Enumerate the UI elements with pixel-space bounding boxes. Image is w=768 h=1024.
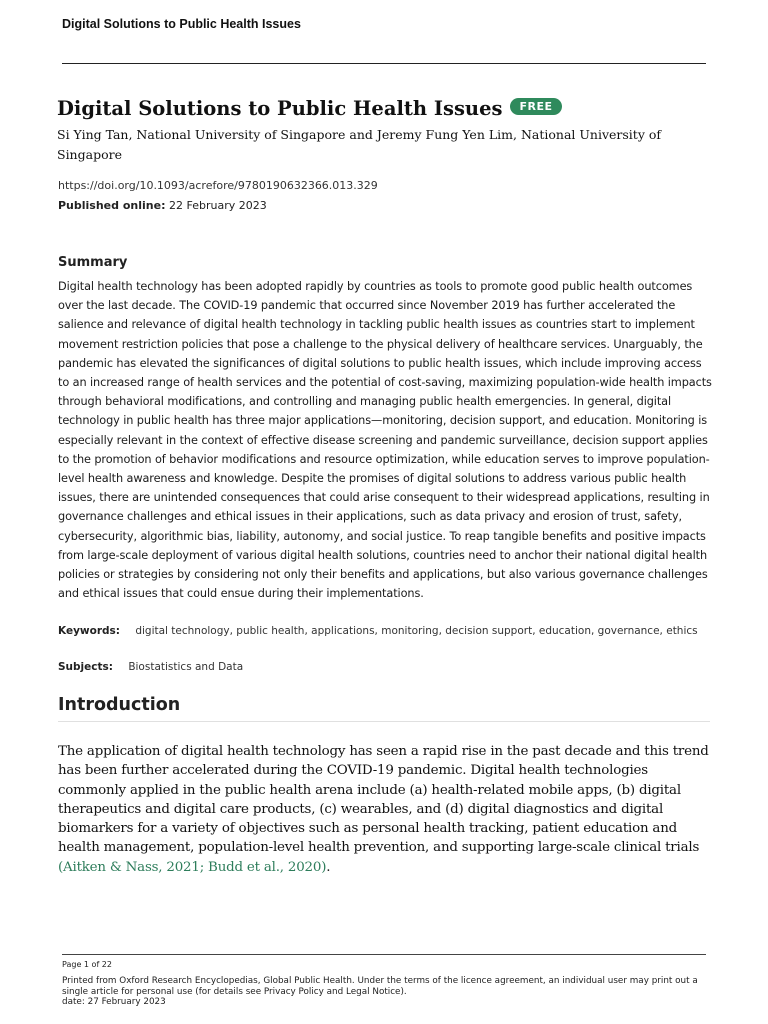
article-authors: Si Ying Tan, National University of Singapore and Jeremy Fung Yen Lim, National University of Singapore — [57, 127, 662, 162]
footer-note — [62, 976, 722, 1008]
keywords-label: Keywords: — [58, 625, 120, 637]
keyword-list: digital technology, public health, applications, monitoring, decision support, education, governance, ethics — [135, 625, 698, 637]
subjects-row — [58, 661, 243, 673]
introduction-heading: Introduction — [58, 695, 181, 715]
keyword-link[interactable]: governance — [597, 625, 660, 637]
keyword-link[interactable]: decision support — [445, 625, 533, 637]
footer-license-text: Printed from Oxford Research Encyclopedias, Global Public Health. Under the terms of the licence agreement, an individual user may print out a single article for personal use (for details see Privacy Policy and Legal Notice). — [62, 976, 698, 997]
introduction-text: The application of digital health technology has seen a rapid rise in the past decade and this trend has been further accelerated during the COVID-19 pandemic. Digital health technologies commonly applied in the public health arena include (a) health-related mobile apps, (b) digital therapeutics and digital care products, (c) wearables, and (d) digital diagnostics and digital biomarkers for a variety of objectives such as personal health tracking, patient education and health management, population-level health prevention, and supporting large-scale clinical trials — [58, 744, 709, 856]
footer-divider — [62, 954, 706, 955]
keyword-link[interactable]: monitoring — [381, 625, 439, 637]
article-title-row — [57, 97, 562, 120]
page-number: Page 1 of 22 — [62, 960, 112, 969]
summary-heading: Summary — [58, 255, 128, 270]
keywords-row — [58, 625, 698, 637]
keyword-link[interactable]: applications — [311, 625, 375, 637]
header-divider — [62, 63, 706, 64]
published-date — [58, 199, 267, 212]
introduction-divider — [58, 721, 710, 722]
article-title: Digital Solutions to Public Health Issues — [57, 97, 503, 120]
subject-link[interactable]: Biostatistics and Data — [128, 661, 244, 673]
footer-print-date: date: 27 February 2023 — [62, 997, 166, 1008]
free-badge: FREE — [510, 98, 561, 115]
keyword-link[interactable]: digital technology — [135, 625, 230, 637]
running-header: Digital Solutions to Public Health Issues — [62, 17, 301, 31]
published-label: Published online: — [58, 199, 166, 212]
introduction-paragraph — [58, 742, 710, 877]
keyword-link[interactable]: education — [538, 625, 591, 637]
subjects-label: Subjects: — [58, 661, 113, 673]
doi-link[interactable]: https://doi.org/10.1093/acrefore/9780190632366.013.329 — [58, 179, 378, 192]
citation-link[interactable]: (Aitken & Nass, 2021; Budd et al., 2020) — [58, 859, 327, 875]
keyword-link[interactable]: public health — [236, 625, 305, 637]
introduction-text-end: . — [326, 859, 331, 875]
summary-text: Digital health technology has been adopted rapidly by countries as tools to promote good public health outcomes over the last decade. The COVID-19 pandemic that occurred since November 2019 has further accelerated the salience and relevance of digital health technology in tackling public health issues as countries start to implement movement restriction policies that pose a challenge to the physical delivery of healthcare services. Unarguably, the pandemic has elevated the significances of digital solutions to public health issues, which include improving access to an increased range of health services and the potential of cost-saving, maximizing population-wide health impacts through behavioral modifications, and controlling and managing public health emergencies. In general, digital technology in public health has three major applications—monitoring, decision support, and education. Monitoring is especially relevant in the context of effective disease screening and pandemic surveillance, decision support applies to the promotion of behavior modifications and resource optimization, while education serves to improve population-level health awareness and knowledge. Despite the promises of digital solutions to address various public health issues, there are unintended consequences that could arise consequent to their widespread applications, resulting in governance challenges and ethical issues in their applications, such as data privacy and erosion of trust, safety, cybersecurity, algorithmic bias, liability, autonomy, and social justice. To reap tangible benefits and positive impacts from large-scale deployment of various digital health solutions, countries need to anchor their national digital health policies or strategies by considering not only their benefits and applications, but also various governance challenges and ethical issues that could ensue during their implementations. — [58, 280, 712, 601]
keyword-link[interactable]: ethics — [666, 625, 698, 637]
published-date-value: 22 February 2023 — [168, 199, 267, 212]
